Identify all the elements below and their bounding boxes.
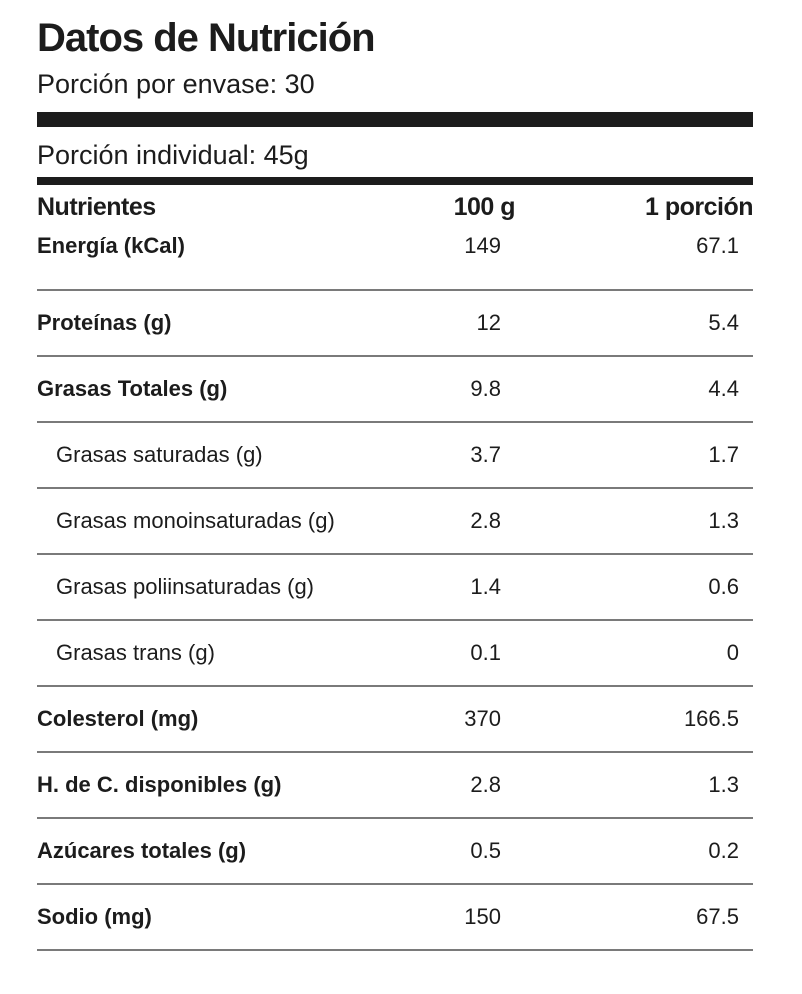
servings-per-container: Porción por envase: 30 — [37, 69, 315, 99]
table-row — [37, 885, 753, 951]
value-per-100g: 9.8 — [470, 376, 501, 401]
nutrient-name: Grasas saturadas (g) — [56, 442, 263, 467]
value-per-serving: 166.5 — [683, 706, 739, 731]
page-title: Datos de Nutrición — [37, 16, 375, 60]
value-per-100g: 12 — [476, 310, 501, 335]
value-per-100g: 3.7 — [470, 442, 501, 467]
nutrient-name: H. de C. disponibles (g) — [37, 772, 282, 797]
table-row — [37, 753, 753, 819]
value-per-serving: 67.5 — [696, 904, 739, 929]
value-per-100g: 370 — [464, 706, 501, 731]
nutrition-facts-panel — [37, 0, 753, 951]
header-per-serving: 1 porción — [644, 192, 753, 221]
value-per-100g: 1.4 — [470, 574, 501, 599]
value-per-100g: 0.5 — [470, 838, 501, 863]
value-per-serving: 0.6 — [708, 574, 739, 599]
header-per-100g: 100 g — [453, 192, 515, 221]
value-per-serving: 5.4 — [708, 310, 739, 335]
nutrient-name: Grasas monoinsaturadas (g) — [56, 508, 335, 533]
value-per-serving: 1.3 — [708, 772, 739, 797]
nutrient-name: Colesterol (mg) — [37, 706, 199, 731]
value-per-100g: 0.1 — [470, 640, 501, 665]
table-row — [37, 229, 753, 291]
nutrient-name: Azúcares totales (g) — [37, 838, 247, 863]
nutrient-name: Grasas trans (g) — [56, 640, 215, 665]
nutrient-name: Sodio (mg) — [37, 904, 152, 929]
value-per-100g: 2.8 — [470, 508, 501, 533]
table-row — [37, 489, 753, 555]
value-per-serving: 1.3 — [708, 508, 739, 533]
value-per-100g: 2.8 — [470, 772, 501, 797]
value-per-serving: 4.4 — [708, 376, 739, 401]
serving-size: Porción individual: 45g — [37, 140, 309, 170]
value-per-100g: 150 — [464, 904, 501, 929]
nutrient-name: Energía (kCal) — [37, 233, 185, 258]
table-row — [37, 819, 753, 885]
table-row — [37, 423, 753, 489]
value-per-serving: 67.1 — [696, 233, 739, 258]
table-row — [37, 687, 753, 753]
table-row — [37, 555, 753, 621]
nutrient-name: Grasas poliinsaturadas (g) — [56, 574, 315, 599]
value-per-serving: 0.2 — [708, 838, 739, 863]
value-per-serving: 0 — [726, 640, 739, 665]
value-per-100g: 149 — [464, 233, 501, 258]
nutrient-table-body — [37, 229, 753, 951]
nutrient-name: Grasas Totales (g) — [37, 376, 228, 401]
table-row — [37, 357, 753, 423]
table-row — [37, 291, 753, 357]
value-per-serving: 1.7 — [708, 442, 739, 467]
nutrient-name: Proteínas (g) — [37, 310, 172, 335]
table-row — [37, 621, 753, 687]
thick-divider — [37, 112, 753, 127]
table-header: Nutrientes 100 g 1 porción — [37, 192, 753, 221]
medium-divider — [37, 177, 753, 185]
